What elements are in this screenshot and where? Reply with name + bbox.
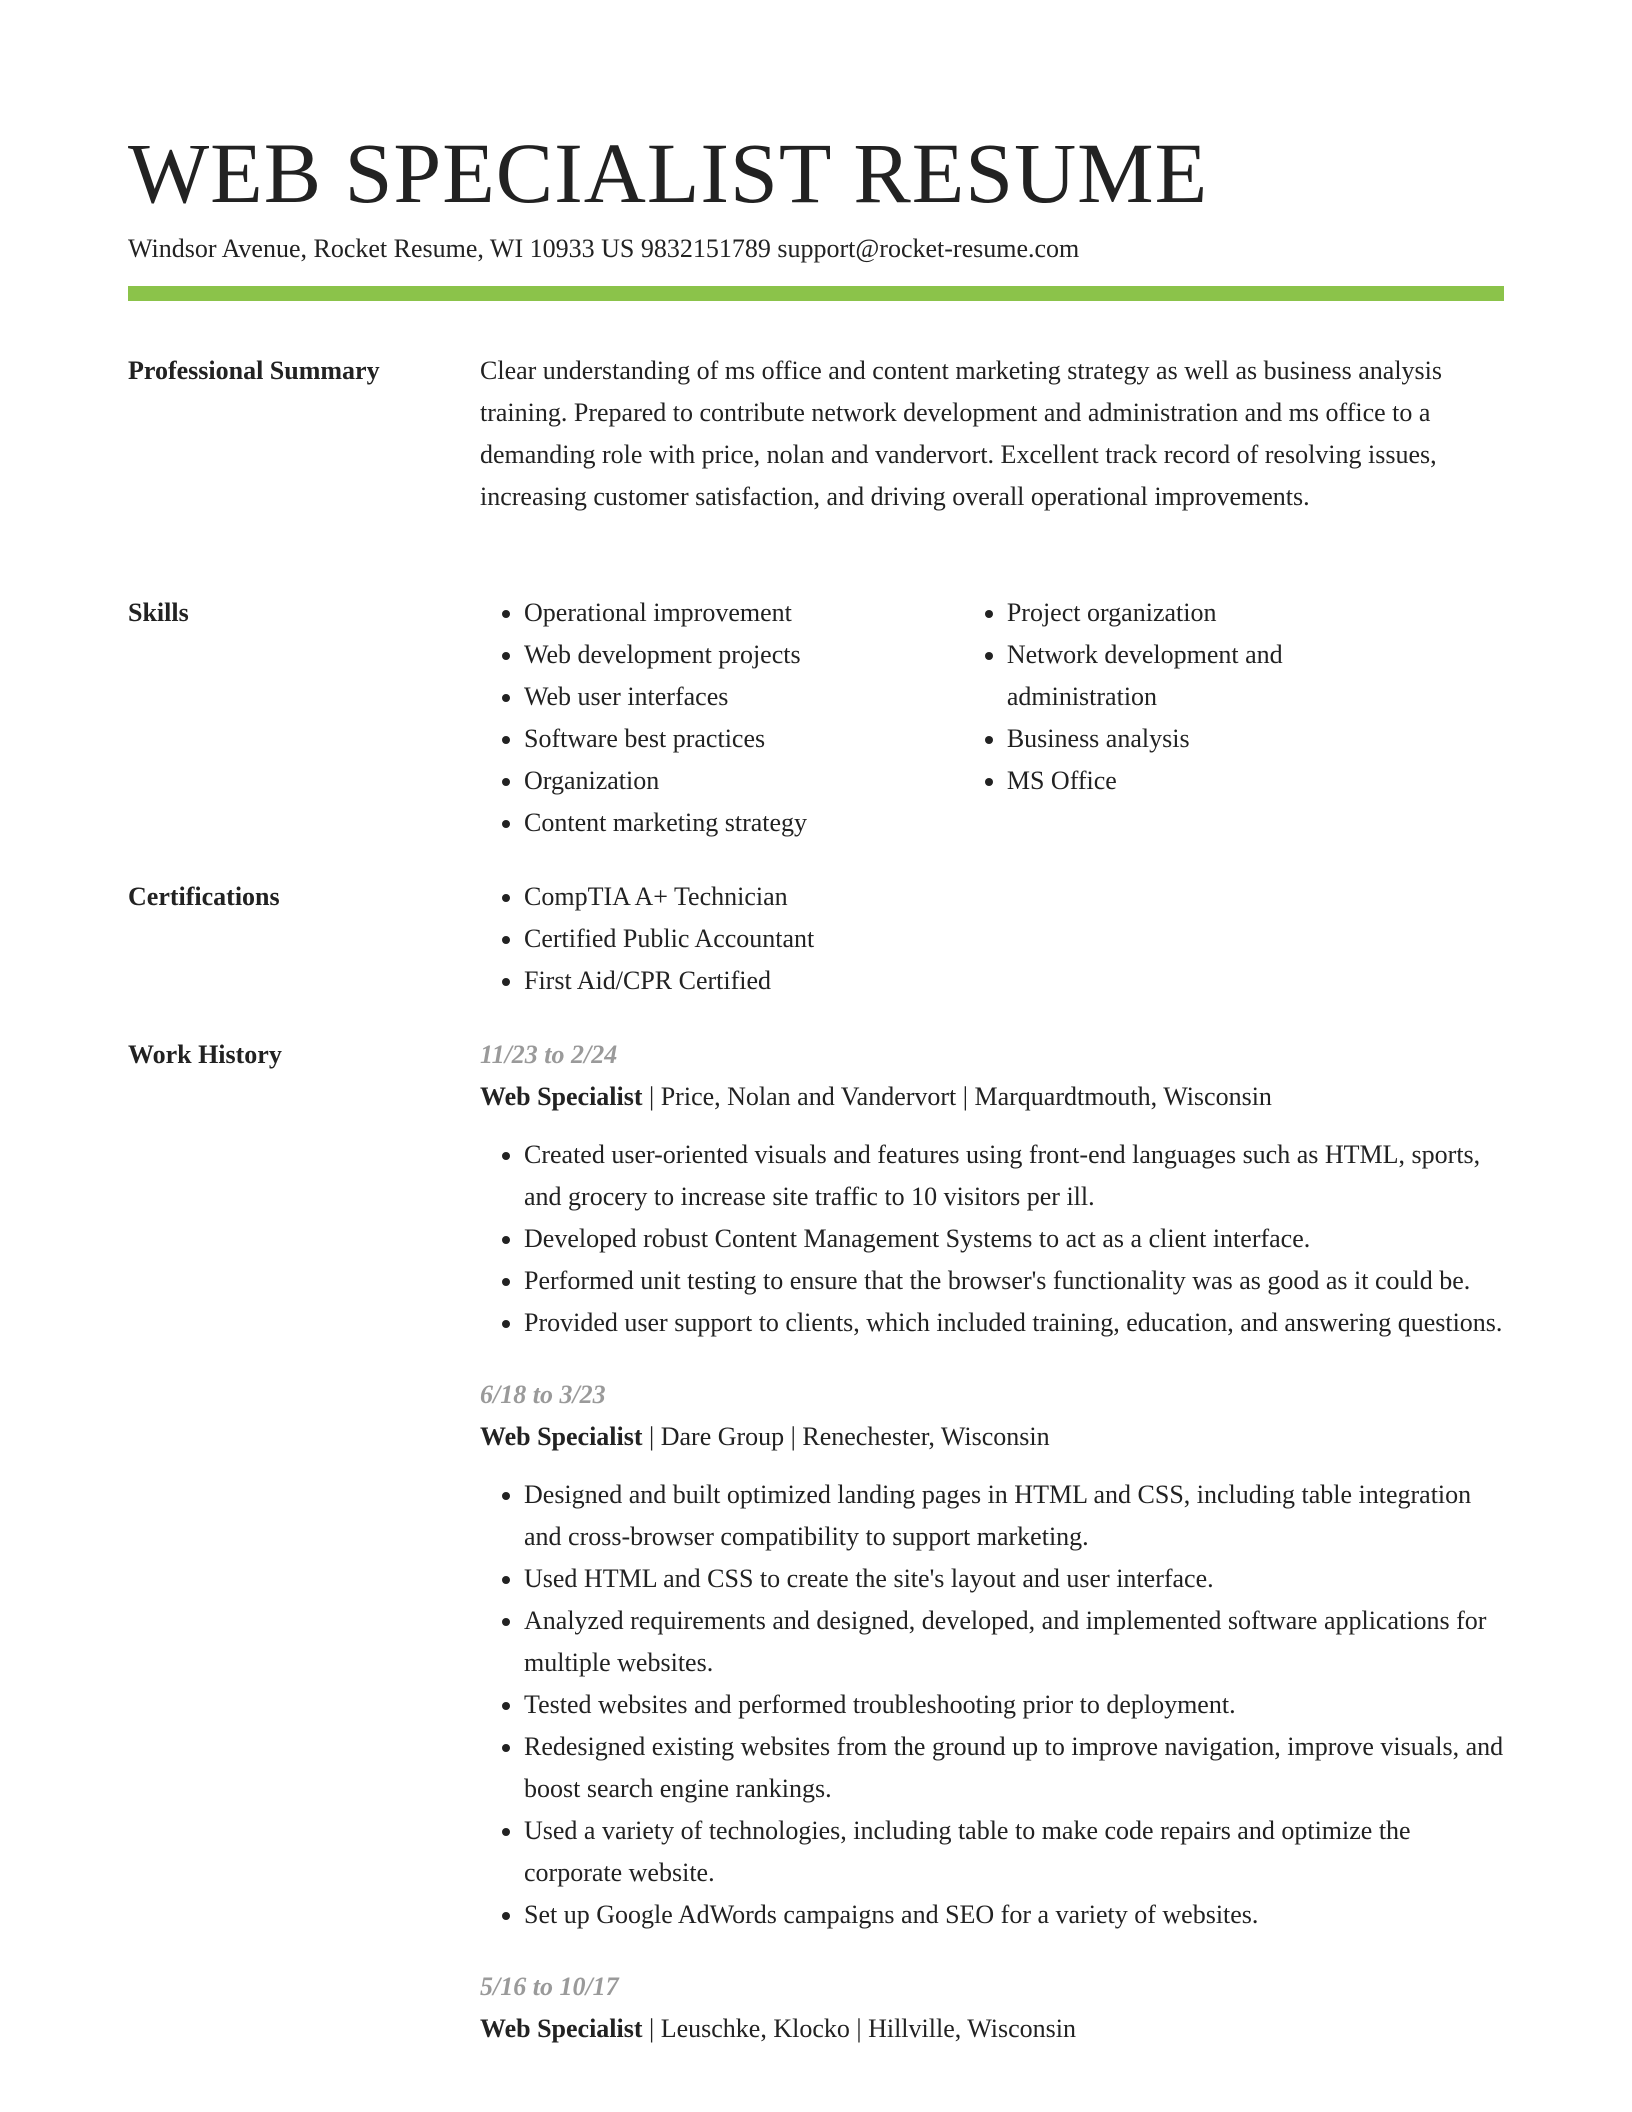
work-history-content (480, 1034, 1504, 2080)
skill-item: • Web user interfaces (524, 676, 963, 718)
contact-info: Windsor Avenue, Rocket Resume, WI 10933 US 9832151789 support@rocket-resume.com (128, 234, 1080, 263)
job-dates: 11/23 to 2/24 (480, 1040, 618, 1069)
certification-item: • CompTIA A+ Technician (524, 876, 1504, 918)
accent-rule (128, 286, 1504, 301)
skill-item: • Project organization (1007, 592, 1504, 634)
job-bullet: • Analyzed requirements and designed, developed, and implemented software applications for multiple websites. (524, 1600, 1504, 1684)
job-bullet: • Developed robust Content Management Systems to act as a client interface. (524, 1218, 1504, 1260)
job-title: Web Specialist (480, 1082, 643, 1111)
job-bullet: • Performed unit testing to ensure that the browser's functionality was as good as it could be. (524, 1260, 1504, 1302)
job-bullet: • Used HTML and CSS to create the site's layout and user interface. (524, 1558, 1504, 1600)
certification-item: • Certified Public Accountant (524, 918, 1504, 960)
job-bullet: • Used a variety of technologies, including table to make code repairs and optimize the corporate website. (524, 1810, 1504, 1894)
job-bullet: • Redesigned existing websites from the ground up to improve navigation, improve visuals, and boost search engine rankings. (524, 1726, 1504, 1810)
skills-content (480, 592, 1504, 844)
summary-label: Professional Summary (128, 356, 380, 385)
job-entry (480, 1374, 1504, 1936)
job-heading (480, 1416, 1504, 1458)
skills-list-left (480, 592, 963, 844)
certifications-label: Certifications (128, 882, 280, 911)
work-history-label: Work History (128, 1040, 282, 1069)
skill-item: • Content marketing strategy (524, 802, 963, 844)
job-title: Web Specialist (480, 2014, 643, 2043)
job-dates: 5/16 to 10/17 (480, 1972, 619, 2001)
skill-item: • MS Office (1007, 760, 1504, 802)
job-bullet: • Designed and built optimized landing pages in HTML and CSS, including table integration and cross-browser compatibility to support marketing. (524, 1474, 1504, 1558)
job-bullet: • Set up Google AdWords campaigns and SEO for a variety of websites. (524, 1894, 1504, 1936)
job-bullet: • Tested websites and performed troubleshooting prior to deployment. (524, 1684, 1504, 1726)
job-heading (480, 2008, 1504, 2050)
job-bullets (480, 1474, 1504, 1936)
skills-list-right (963, 592, 1504, 844)
job-bullet: • Provided user support to clients, which included training, education, and answering questions. (524, 1302, 1504, 1344)
skill-item: • Network development and administration (1007, 634, 1347, 718)
summary-content (480, 350, 1504, 518)
skill-item: • Operational improvement (524, 592, 963, 634)
job-entry (480, 1034, 1504, 1344)
job-bullets (480, 1134, 1504, 1344)
job-heading (480, 1076, 1504, 1118)
job-details: | Leuschke, Klocko | Hillville, Wisconsin (642, 2014, 1076, 2043)
job-title: Web Specialist (480, 1422, 643, 1451)
certifications-list (480, 876, 1504, 1002)
summary-text: Clear understanding of ms office and content marketing strategy as well as business analysis training. Prepared to contribute network development and administration and ms office to a demanding role with price, nolan and vandervort. Excellent track record of resolving issues, increasing customer satisfaction, and driving overall operational improvements. (480, 356, 1442, 511)
skills-label: Skills (128, 598, 189, 627)
skill-item: • Business analysis (1007, 718, 1504, 760)
job-dates: 6/18 to 3/23 (480, 1380, 606, 1409)
job-details: | Price, Nolan and Vandervort | Marquardtmouth, Wisconsin (642, 1082, 1272, 1111)
skill-item: • Web development projects (524, 634, 963, 676)
certifications-content (480, 876, 1504, 1002)
job-details: | Dare Group | Renechester, Wisconsin (642, 1422, 1050, 1451)
skill-item: • Organization (524, 760, 963, 802)
skill-item: • Software best practices (524, 718, 963, 760)
resume-title: WEB SPECIALIST RESUME (128, 125, 1209, 221)
certification-item: • First Aid/CPR Certified (524, 960, 1504, 1002)
job-bullet: • Created user-oriented visuals and features using front-end languages such as HTML, sports, and grocery to increase site traffic to 10 visitors per ill. (524, 1134, 1504, 1218)
job-entry (480, 1966, 1504, 2050)
